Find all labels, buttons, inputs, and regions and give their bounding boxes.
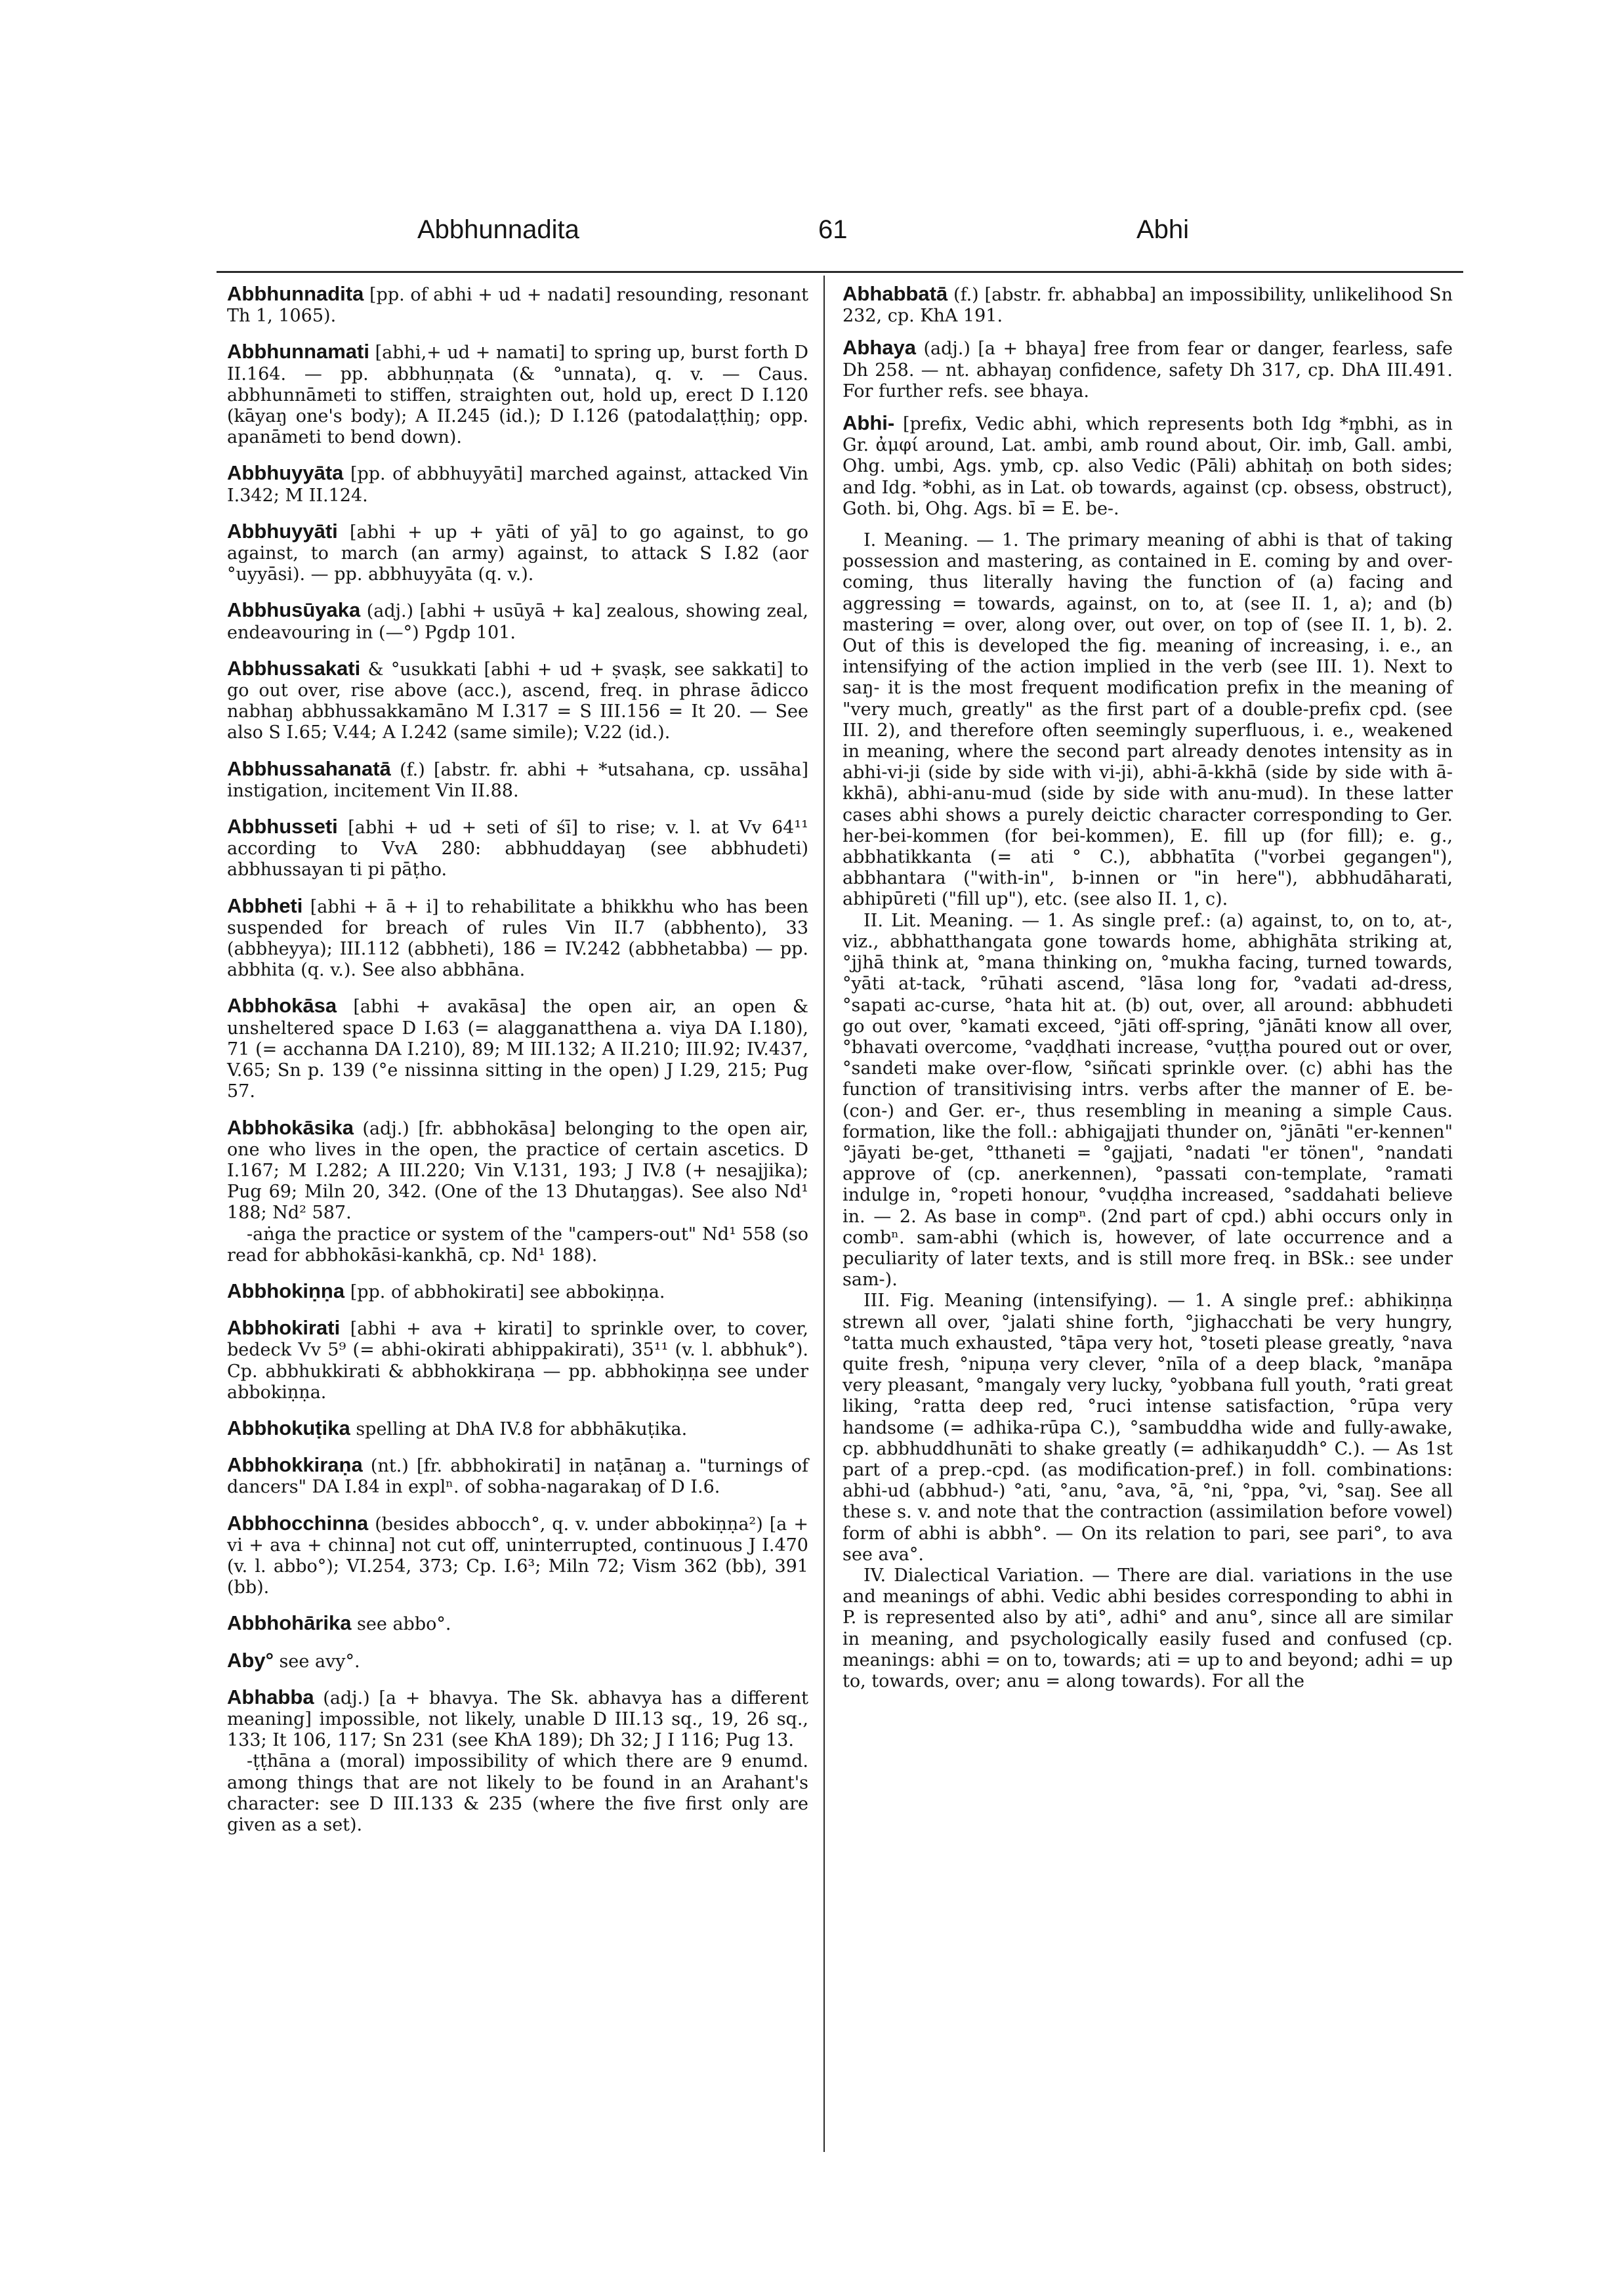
entry-headword: Abbhussahanatā bbox=[227, 756, 391, 780]
dictionary-entry bbox=[227, 1513, 808, 1599]
entry-headword: Abhi- bbox=[843, 411, 895, 435]
entry-headword: Abhabbatā bbox=[843, 282, 948, 305]
entry-headword: Abbhunnadita bbox=[227, 282, 364, 305]
abhi-section-paragraph: II. Lit. Meaning. — 1. As single pref.: (a) against, to, on to, at-, viz., abbhatthangata gone towards home, abhighāta striking at, °jjhā think at, °mana thinking on, °mukha facing, turned towards, °yāti at-tack, °rūhati ascend, °lāsa long for, °vadati ad-dress, °sapati ac-curse, °hata hit at. (b) out, over, all around: abbhudeti go out over, °kamati exceed, °jāti off-spring, °jānāti know all over, °bhavati overcome, °vaḍḍhati increase, °vuṭṭha poured out or over, °sandeti make over-flow, °siñcati sprinkle over. (c) abhi has the function of transitivising intrs. verbs after the manner of E. be- (con-) and Ger. er-, thus resembling in meaning a simple Caus. formation, like the foll.: abhigajjati thunder on, °jānāti "er-kennen" °jāyati be-get, °tthaneti = °gajjati, °nadati "er tönen", °nandati approve of (cp. anerkennen), °passati con-template, °ramati indulge in, °ropeti honour, °vuḍḍha increased, °saddahati believe in. — 2. As base in compⁿ. (2nd part of cpd.) abhi occurs only in combⁿ. sam-abhi (which is, however, of late occurrence and a peculiarity of later texts, and is still more freq. in BSk.: see under sam-). bbox=[843, 910, 1453, 1291]
dictionary-entry bbox=[843, 337, 1453, 402]
abhi-section-paragraph: I. Meaning. — 1. The primary meaning of abhi is that of taking possession and mastering, as contained in E. coming by and over-coming, thus literally having the function of (a) facing and aggressing = towards, against, on to, at (see II. 1, a); and (b) mastering = over, along over, out over, on top of (see II. 1, b). 2. Out of this is developed the fig. meaning of increasing, i. e., an intensifying of the action implied in the verb (see III. 1). Next to saŋ- it is the most frequent modification prefix in the meaning of "very much, greatly" as the first part of a double-prefix cpd. (see III. 2), and therefore often seemingly superfluous, i. e., weakened in meaning, where the second part already denotes intensity as in abhi-vi-ji (side by side with vi-ji), abhi-ā-kkhā (side by side with ā-kkhā), abhi-anu-mud (side by side with anu-mud). In these latter cases abhi shows a purely deictic character corresponding to Ger. her-bei-kommen (for bei-kommen), E. fill up (for fill); e. g., abbhatikkanta (= ati ° C.), abbhatīta ("vorbei gegangen"), abbhantara ("with-in", b-innen or "in here"), abbhudāharati, abhipūreti ("fill up"), etc. (see also II. 1, c). bbox=[843, 530, 1453, 910]
dictionary-entry bbox=[227, 1281, 808, 1303]
dictionary-entry bbox=[843, 283, 1453, 327]
entry-headword: Abbhohārika bbox=[227, 1611, 352, 1635]
dictionary-entry bbox=[227, 283, 808, 327]
entry-text: [pp. of abbhokirati] see abbokiṇṇa. bbox=[344, 1281, 665, 1302]
entry-text: spelling at DhA IV.8 for abbhākuṭika. bbox=[350, 1418, 688, 1439]
entry-text: (f.) [abstr. fr. abhi + *utsahana, cp. ussāha] instigation, incitement Vin II.88. bbox=[227, 759, 808, 801]
entry-headword: Abbhuyyāta bbox=[227, 461, 344, 485]
dictionary-entry bbox=[227, 1687, 808, 1752]
entry-headword: Abhabba bbox=[227, 1685, 314, 1708]
header-rule bbox=[217, 271, 1463, 273]
entry-compound: -ṭṭhāna a (moral) impossibility of which there are 9 enumd. among things that are not likely to be found in an Arahant's character: see D III.133 & 235 (where the five first only are given as a set). bbox=[227, 1751, 808, 1835]
entry-text: [abhi,+ ud + namati] to spring up, burst forth D II.164. — pp. abbhuṇṇata (& °unnata), q. v. — Caus. abbhunnāmeti to stiffen, straighten out, hold up, erect D I.120 (kāyaŋ one's body); A II.245 (id.); D I.126 (patodalaṭṭhiŋ; opp. apanāmeti to bend down). bbox=[227, 342, 808, 448]
entry-text: see avy°. bbox=[273, 1651, 360, 1672]
entry-text: (f.) [abstr. fr. abhabba] an impossibility, unlikelihood Sn 232, cp. KhA 191. bbox=[843, 285, 1453, 327]
entry-headword: Abbheti bbox=[227, 894, 303, 917]
left-column bbox=[227, 283, 808, 1850]
entry-headword: Abbhussakati bbox=[227, 656, 361, 680]
dictionary-entry bbox=[227, 1117, 808, 1224]
abhi-section-paragraph: IV. Dialectical Variation. — There are dial. variations in the use and meanings of abhi. Vedic abhi besides corresponding to abhi in P. is represented also by ati°, adhi° and anu°, since all are similar in meaning, and psychologically easily fused and confused (cp. meanings: abhi = on to, towards; ati = up to and beyond; adhi = up to, towards, over; anu = along towards). For all the bbox=[843, 1565, 1453, 1691]
entry-headword: Abbhokkiraṇa bbox=[227, 1453, 363, 1477]
entry-headword: Abbhuyyāti bbox=[227, 519, 338, 543]
entry-text: [pp. of abbhuyyāti] marched against, attacked Vin I.342; M II.124. bbox=[227, 464, 808, 506]
entry-compound: -aṅga the practice or system of the "campers-out" Nd¹ 558 (so read for abbhokāsi-kankhā, cp. Nd¹ 188). bbox=[227, 1224, 808, 1266]
entry-headword: Abbhokiṇṇa bbox=[227, 1279, 345, 1302]
abhi-section-paragraph: III. Fig. Meaning (intensifying). — 1. A single pref.: abhikiṇṇa strewn all over, °jalati shine forth, °jighacchati be very hungry, °tatta much exhausted, °tāpa very hot, °toseti please greatly, °nava quite fresh, °nipuṇa very clever, °nīla of a deep black, °manāpa very pleasant, °mangaly very lucky, °yobbana full youth, °rati great liking, °ratta deep red, °ruci intense satisfaction, °rūpa very handsome (= adhika-rūpa C.), °sambuddha wide and fully-awake, cp. abbhuddhunāti to shake greatly (= adhikaŋuddh° C.). — As 1st part of a prep.-cpd. (as modification-pref.) in foll. combinations: abhi-ud (abbhud-) °ati, °anu, °ava, °ā, °ni, °ppa, °vi, °saŋ. See all these s. v. and note that the contraction (assimilation before vowel) form of abhi is abbh°. — On its relation to pari, see pari°, to ava see ava°. bbox=[843, 1291, 1453, 1565]
right-column bbox=[843, 283, 1453, 1692]
dictionary-entry bbox=[227, 1418, 808, 1440]
entry-headword: Abbhunnamati bbox=[227, 340, 369, 363]
dictionary-entry bbox=[227, 995, 808, 1102]
dictionary-entry bbox=[227, 896, 808, 982]
dictionary-entry bbox=[227, 1650, 808, 1672]
header-left-guide-word: Abbhunnadita bbox=[417, 215, 579, 244]
dictionary-entry bbox=[227, 758, 808, 802]
entry-headword: Aby° bbox=[227, 1648, 274, 1672]
dictionary-entry bbox=[227, 341, 808, 448]
entry-headword: Abbhocchinna bbox=[227, 1511, 369, 1535]
column-divider bbox=[823, 276, 825, 2152]
entry-text: [pp. of abhi + ud + nadati] resounding, resonant Th 1, 1065). bbox=[227, 285, 808, 327]
entry-text: [abhi + avakāsa] the open air, an open & unsheltered space D I.63 (= alagganatthena a. viya DA I.180), 71 (= acchanna DA I.210), 89; M III.132; A II.210; III.92; IV.437, V.65; Sn p. 139 (°e nissinna sitting in the open) J I.29, 215; Pug 57. bbox=[227, 997, 808, 1102]
running-head bbox=[217, 215, 1463, 261]
dictionary-entry bbox=[227, 463, 808, 506]
dictionary-entry bbox=[227, 816, 808, 881]
entry-headword: Abbhusūyaka bbox=[227, 598, 361, 622]
dictionary-entry bbox=[227, 521, 808, 586]
entry-text: see abbo°. bbox=[351, 1614, 451, 1635]
dictionary-entry bbox=[227, 1613, 808, 1635]
entry-text: [abhi + ā + i] to rehabilitate a bhikkhu who has been suspended for breach of rules Vin II.7 (abbhento), 33 (abbheyya); III.112 (abbheti), 186 = IV.242 (abbhetabba) — pp. abbhita (q. v.). See also abbhāna. bbox=[227, 896, 808, 981]
entry-headword: Abhaya bbox=[843, 336, 916, 360]
header-right-guide-word: Abhi bbox=[1136, 215, 1190, 244]
entry-text: (adj.) [a + bhavya. The Sk. abhavya has a different meaning] impossible, not likely, unable D III.13 sq., 19, 26 sq., 133; It 106, 117; Sn 231 (see KhA 189); Dh 32; J I 116; Pug 13. bbox=[227, 1687, 808, 1751]
entry-text: & °usukkati [abhi + ud + ṣvaṣk, see sakkati] to go out over, rise above (acc.), ascend, freq. in phrase ādicco nabhaŋ abbhussakkamāno M I.317 = S III.156 = It 20. — See also S I.65; V.44; A I.242 (same simile); V.22 (id.). bbox=[227, 659, 808, 743]
entry-text: (adj.) [abhi + usūyā + ka] zealous, showing zeal, endeavouring in (—°) Pgdp 101. bbox=[227, 601, 808, 643]
page-number: 61 bbox=[818, 215, 848, 244]
entry-headword: Abbhokāsika bbox=[227, 1115, 354, 1139]
entry-headword: Abbhokuṭika bbox=[227, 1416, 350, 1439]
entry-text: [abhi + up + yāti of yā] to go against, to go against, to march (an army) against, to attack S I.82 (aor °uyyāsi). — pp. abbhuyyāta (q. v.). bbox=[227, 522, 808, 585]
entry-headword: Abbhokirati bbox=[227, 1316, 341, 1340]
dictionary-entry bbox=[227, 658, 808, 744]
entry-headword: Abbhusseti bbox=[227, 815, 338, 838]
entry-text: (adj.) [fr. abbhokāsa] belonging to the open air, one who lives in the open, the practice of certain ascetics. D I.167; M I.282; A III.220; Vin V.131, 193; J IV.8 (+ nesajjika); Pug 69; Miln 20, 342. (One of the 13 Dhutaŋgas). See also Nd¹ 188; Nd² 587. bbox=[227, 1118, 808, 1224]
entry-text: [prefix, Vedic abhi, which represents both Idg *m̥bhi, as in Gr. ἀμφί around, Lat. ambi, amb round about, Oir. imb, Gall. ambi, Ohg. umbi, Ags. ymb, cp. also Vedic (Pāli) abhitaḥ on both sides; and Idg. *obhi, as in Lat. ob towards, against (cp. obsess, obstruct), Goth. bi, Ohg. Ags. bī = E. be-. bbox=[843, 414, 1453, 519]
entry-text: [abhi + ava + kirati] to sprinkle over, to cover, bedeck Vv 5⁹ (= abhi-okirati abhippakirati), 35¹¹ (v. l. abbhuk°). Cp. abbhukkirati & abbhokkiraṇa — pp. abbhokiṇṇa see under abbokiṇṇa. bbox=[227, 1319, 808, 1403]
dictionary-entry bbox=[227, 600, 808, 643]
entry-text: (adj.) [a + bhaya] free from fear or danger, fearless, safe Dh 258. — nt. abhayaŋ confidence, safety Dh 317, cp. DhA III.491. For further refs. see bhaya. bbox=[843, 339, 1453, 402]
entry-text: (nt.) [fr. abbhokirati] in naṭānaŋ a. "turnings of dancers" DA I.84 in explⁿ. of sobha-nagarakaŋ of D I.6. bbox=[227, 1456, 808, 1498]
dictionary-entry bbox=[227, 1317, 808, 1403]
dictionary-entry bbox=[843, 413, 1453, 520]
entry-text: [abhi + ud + seti of śī] to rise; v. l. at Vv 64¹¹ according to VvA 280: abbhuddayaŋ (see abbhudeti) abbhussayan ti pi pāṭho. bbox=[227, 817, 808, 880]
entry-headword: Abbhokāsa bbox=[227, 994, 337, 1018]
entry-text: (besides abbocch°, q. v. under abbokiṇṇa²) [a + vi + ava + chinna] not cut off, uninterrupted, continuous J I.470 (v. l. abbo°); VI.254, 373; Cp. I.6³; Miln 72; Vism 362 (bb), 391 (bb). bbox=[227, 1514, 808, 1598]
dictionary-entry bbox=[227, 1455, 808, 1498]
